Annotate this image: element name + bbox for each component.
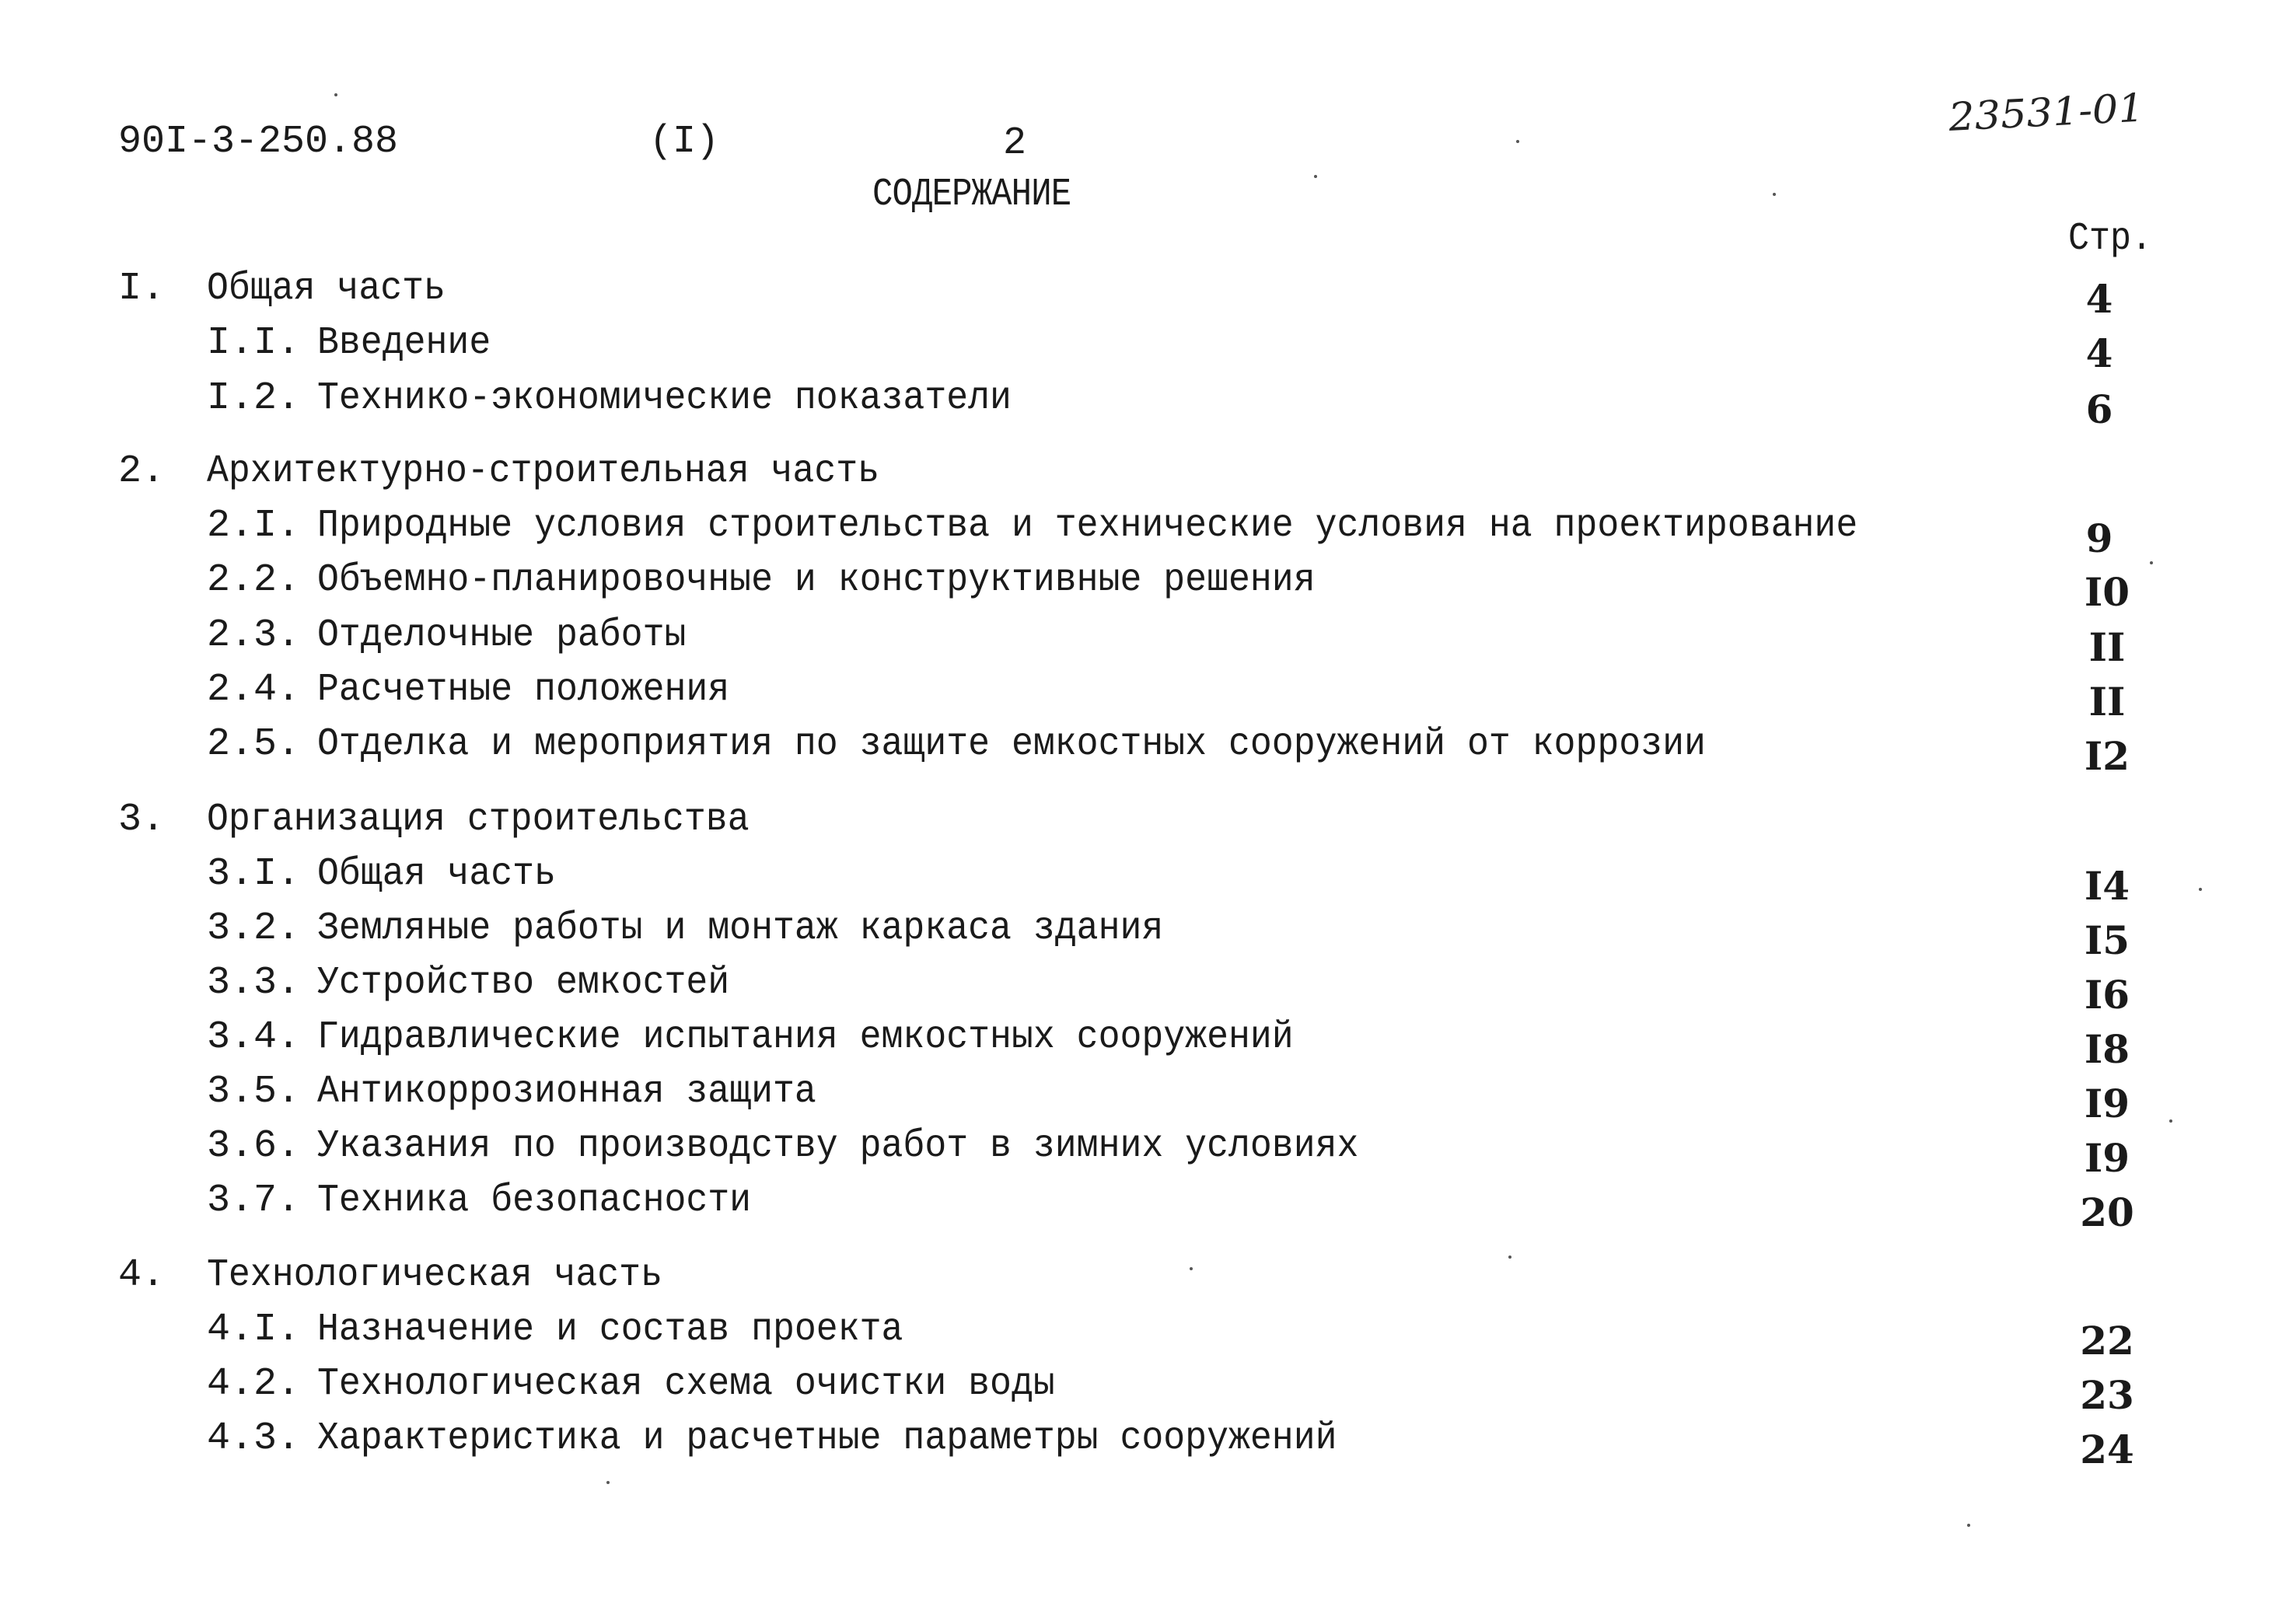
item-page: I9 [2084, 1135, 2130, 1181]
handwritten-number: 23531-01 [1947, 85, 2146, 140]
item-title: Отделка и мероприятия по защите емкостных сооружений от коррозии [317, 722, 1706, 767]
item-page: I2 [2084, 733, 2130, 779]
item-page: I0 [2084, 569, 2130, 615]
item-number: 3.3. [207, 961, 301, 1005]
item-page: I4 [2084, 863, 2130, 909]
scan-speck [334, 93, 337, 96]
item-title: Расчетные положения [317, 668, 730, 712]
item-number: 3.6. [207, 1124, 301, 1168]
item-title: Земляные работы и монтаж каркаса здания [317, 906, 1164, 951]
item-page: 24 [2080, 1427, 2134, 1472]
scan-speck [1190, 1267, 1193, 1270]
item-number: 2.4. [207, 668, 301, 712]
item-title: Характеристика и расчетные параметры сооружений [317, 1416, 1337, 1461]
section-title: Технологическая часть [207, 1253, 663, 1297]
item-number: 2.3. [207, 613, 301, 658]
item-number: 4.2. [207, 1362, 301, 1406]
section-page: 4 [2085, 276, 2113, 322]
item-page: 6 [2085, 386, 2113, 432]
item-number: 3.5. [207, 1070, 301, 1114]
section-number: I. [118, 267, 166, 311]
item-number: 4.I. [207, 1308, 301, 1352]
item-title: Введение [317, 321, 491, 365]
item-number: 2.I. [207, 504, 301, 548]
item-number: I.2. [207, 376, 301, 421]
item-number: 4.3. [207, 1416, 301, 1461]
item-page: 4 [2085, 330, 2113, 376]
scan-speck [1773, 193, 1776, 196]
item-number: 2.2. [207, 558, 301, 602]
scan-speck [606, 1481, 610, 1484]
item-page: I5 [2084, 917, 2130, 963]
item-number: I.I. [207, 321, 301, 365]
page-title: СОДЕРЖАНИЕ [872, 173, 1071, 217]
scan-speck [1508, 1256, 1511, 1259]
item-title: Общая часть [317, 852, 556, 896]
item-title: Назначение и состав проекта [317, 1308, 903, 1352]
item-page: I6 [2084, 972, 2130, 1018]
document-part: (I) [649, 120, 720, 164]
item-title: Техника безопасности [317, 1179, 752, 1223]
item-number: 3.2. [207, 906, 301, 951]
item-page: II [2088, 679, 2126, 725]
item-number: 3.4. [207, 1015, 301, 1060]
section-number: 2. [118, 449, 166, 494]
item-page: II [2088, 624, 2126, 670]
section-title: Архитектурно-строительная часть [207, 449, 880, 494]
item-title: Природные условия строительства и технические условия на проектирование [317, 504, 1858, 548]
scan-speck [1967, 1524, 1970, 1527]
section-number: 3. [118, 798, 166, 842]
item-title: Отделочные работы [317, 613, 687, 658]
item-title: Технико-экономические показатели [317, 376, 1012, 421]
scan-speck [2150, 561, 2153, 564]
item-number: 2.5. [207, 722, 301, 767]
item-title: Устройство емкостей [317, 961, 730, 1005]
item-title: Объемно-планировочные и конструктивные решения [317, 558, 1316, 602]
document-code: 90I-3-250.88 [118, 120, 399, 164]
page-column-label: Стр. [2068, 217, 2153, 261]
item-page: 23 [2080, 1372, 2134, 1418]
item-number: 3.I. [207, 852, 301, 896]
item-page: 22 [2080, 1318, 2134, 1364]
section-number: 4. [118, 1253, 166, 1297]
scan-speck [1516, 140, 1519, 143]
sheet-number: 2 [1003, 121, 1027, 166]
item-page: 20 [2080, 1189, 2134, 1235]
scan-speck [1314, 175, 1317, 178]
section-title: Общая часть [207, 267, 446, 311]
item-title: Технологическая схема очистки воды [317, 1362, 1055, 1406]
scan-speck [2199, 888, 2202, 891]
section-title: Организация строительства [207, 798, 750, 842]
item-title: Гидравлические испытания емкостных сооружений [317, 1015, 1294, 1060]
item-number: 3.7. [207, 1179, 301, 1223]
item-title: Антикоррозионная защита [317, 1070, 816, 1114]
scan-speck [2169, 1119, 2172, 1123]
item-page: I8 [2084, 1026, 2130, 1072]
item-page: I9 [2084, 1081, 2130, 1126]
item-page: 9 [2085, 515, 2113, 561]
item-title: Указания по производству работ в зимних условиях [317, 1124, 1359, 1168]
